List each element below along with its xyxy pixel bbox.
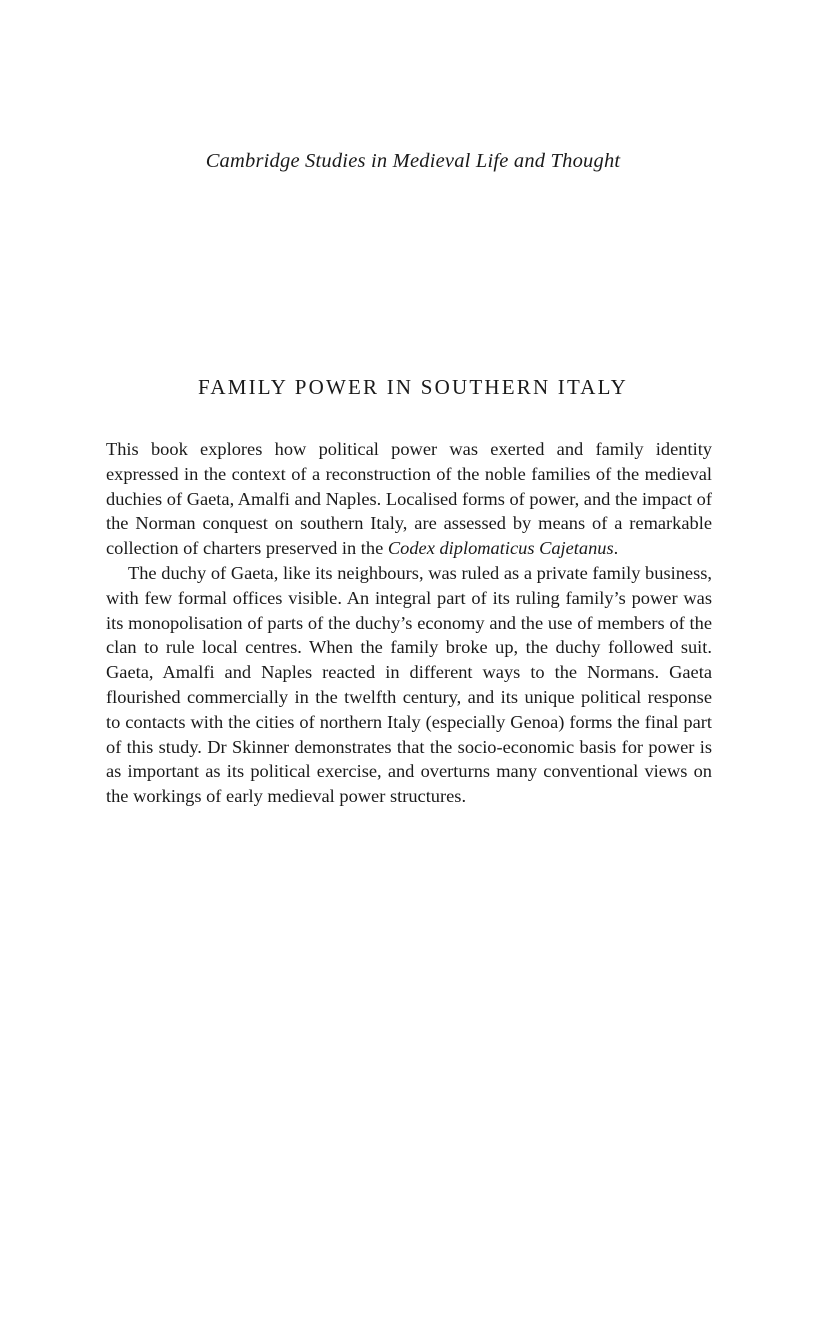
series-title: Cambridge Studies in Medieval Life and Thought xyxy=(205,150,621,172)
paragraph-1-text: This book explores how political power was exerted and family identity expressed in the context of a reconstruction of the noble families of the medieval duchies of Gaeta, Amalfi and Naples. Localised forms of power, and the impact of the Norman conquest on southern Italy, are assessed by means of a remarkable collection of charters preserved in the xyxy=(106,439,712,559)
paragraph-1-end: . xyxy=(613,538,619,559)
book-title: FAMILY POWER IN SOUTHERN ITALY xyxy=(198,375,628,399)
description-paragraph-1 xyxy=(106,437,712,561)
description-paragraph-2: The duchy of Gaeta, like its neighbours, was ruled as a private family business, with few formal offices visible. An integral part of its ruling family’s power was its monopolisation of parts of the duchy’s economy and the use of members of the clan to rule local centres. When the family broke up, the duchy followed suit. Gaeta, Amalfi and Naples reacted in different ways to the Normans. Gaeta flourished commercially in the twelfth century, and its unique political response to contacts with the cities of northern Italy (especially Genoa) forms the final part of this study. Dr Skinner demonstrates that the socio-economic basis for power is as important as its political exercise, and overturns many conventional views on the workings of early medieval power structures. xyxy=(106,562,712,807)
paragraph-1-italic-title: Codex diplomaticus Cajetanus xyxy=(387,538,614,559)
book-description xyxy=(106,437,712,809)
